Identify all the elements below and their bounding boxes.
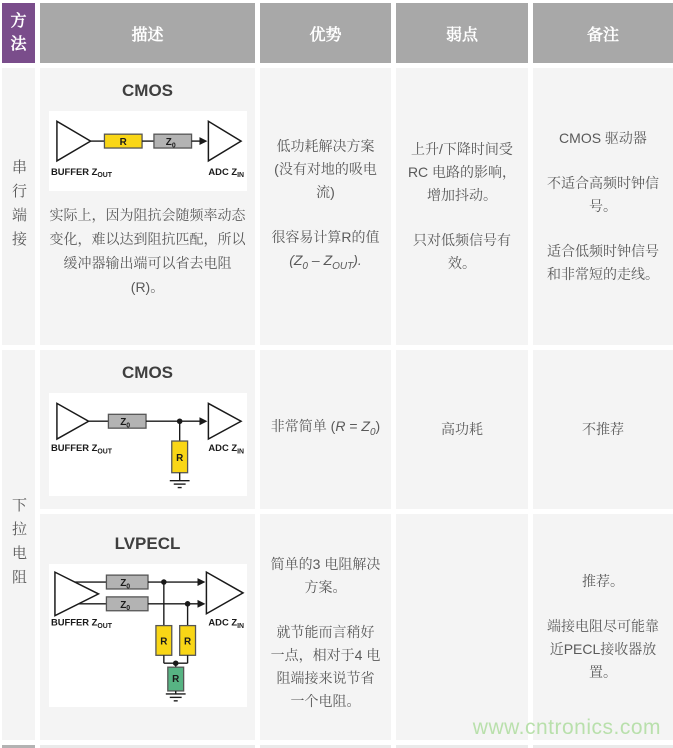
buffer-label: BUFFER $Z_{OUT}$ [50,441,112,456]
arrowhead-icon [197,578,205,586]
buffer-triangle-icon [56,403,88,439]
weakness-item: 上升/下降时间受 RC 电路的影响，增加抖动。 [407,141,517,203]
serial-cmos-diagram [49,115,247,187]
pulldown-cmos-diagram-box [49,393,247,496]
pulldown-lvpecl-diagram [49,568,247,703]
advantages-pulldown-cmos [260,350,391,509]
adc-triangle-icon [208,121,241,161]
advantage-item: 就节能而言稍好一点，相对于4 电阻端接来说节省一个电阻。 [270,624,381,709]
impedance-z0-label: $Z_0$ [119,599,130,613]
weakness-item: 高功耗 [441,421,483,437]
notes-pulldown-cmos [533,350,673,509]
desc-title-cmos-serial: CMOS [122,81,173,100]
note-item: 推荐。 [582,573,624,589]
arrowhead-icon [197,600,205,608]
impedance-z0-label: $Z_0$ [165,137,176,150]
advantage-item: 很容易计算R的值 $(Z_0 - Z_{OUT})$. [271,229,380,272]
header-method: 方 法 [2,3,35,63]
arrowhead-icon [199,137,207,145]
note-item: 不适合高频时钟信号。 [547,175,659,214]
method-pulldown-resistor [2,350,35,740]
method-pulldown-label: 下拉电阻 [10,497,27,593]
adc-triangle-icon [206,572,243,614]
adc-label: ADC $Z_{IN}$ [207,441,244,456]
advantage-item: 低功耗解决方案 (没有对地的吸电流) [274,138,377,201]
note-item: 端接电阻尽可能靠近PECL接收器放置。 [547,618,659,680]
weaknesses-pulldown-lvpecl [396,514,528,740]
weakness-item: 只对低频信号有效。 [413,232,511,271]
header-advantages: 优势 [260,3,391,63]
desc-pulldown-lvpecl [40,514,255,740]
pulldown-cmos-diagram [49,397,247,492]
header-notes: 备注 [533,3,673,63]
advantages-pulldown-lvpecl [260,514,391,740]
series-resistor-label: R [119,137,127,149]
buffer-label: BUFFER $Z_{OUT}$ [50,165,112,180]
advantage-item: 非常简单 $(R = Z_0)$ [270,418,381,438]
pulldown-resistor-label: R [159,636,167,648]
note-item: 不推荐 [582,421,624,437]
desc-title-lvpecl: LVPECL [114,534,181,553]
note-item: CMOS 驱动器 [559,130,647,146]
header-description: 描述 [40,3,255,63]
adc-label: ADC $Z_{IN}$ [207,616,244,631]
pulldown-resistor-label: R [175,452,183,464]
header-weaknesses: 弱点 [396,3,528,63]
weaknesses-serial [396,68,528,345]
arrowhead-icon [199,417,207,425]
ground-resistor-label: R [171,674,179,686]
desc-serial-cmos [40,68,255,345]
pulldown-lvpecl-diagram-box [49,564,247,707]
adc-triangle-icon [208,403,241,439]
notes-pulldown-lvpecl [533,514,673,740]
buffer-triangle-icon [54,572,98,616]
buffer-triangle-icon [56,121,90,161]
adc-label: ADC $Z_{IN}$ [207,165,244,180]
pulldown-resistor-label: R [183,636,191,648]
method-serial-termination [2,68,35,345]
advantage-item: 简单的3 电阻解决方案。 [270,556,381,595]
desc-text-serial: 实际上，因为阻抗会随频率动态变化，难以达到阻抗匹配，所以缓冲器输出端可以省去电阻(R)。 [49,207,246,295]
weaknesses-pulldown-cmos [396,350,528,509]
advantages-serial [260,68,391,345]
impedance-z0-label: $Z_0$ [119,578,130,591]
site-watermark: www.cntronics.com [472,716,661,739]
buffer-label: BUFFER $Z_{OUT}$ [50,616,112,631]
desc-pulldown-cmos [40,350,255,509]
note-item: 适合低频时钟信号和非常短的走线。 [547,243,659,282]
impedance-z0-label: $Z_0$ [119,417,130,430]
desc-title-cmos-pulldown: CMOS [122,363,173,382]
notes-serial [533,68,673,345]
serial-cmos-diagram-box [49,111,247,191]
method-serial-label: 串行端接 [10,158,27,255]
